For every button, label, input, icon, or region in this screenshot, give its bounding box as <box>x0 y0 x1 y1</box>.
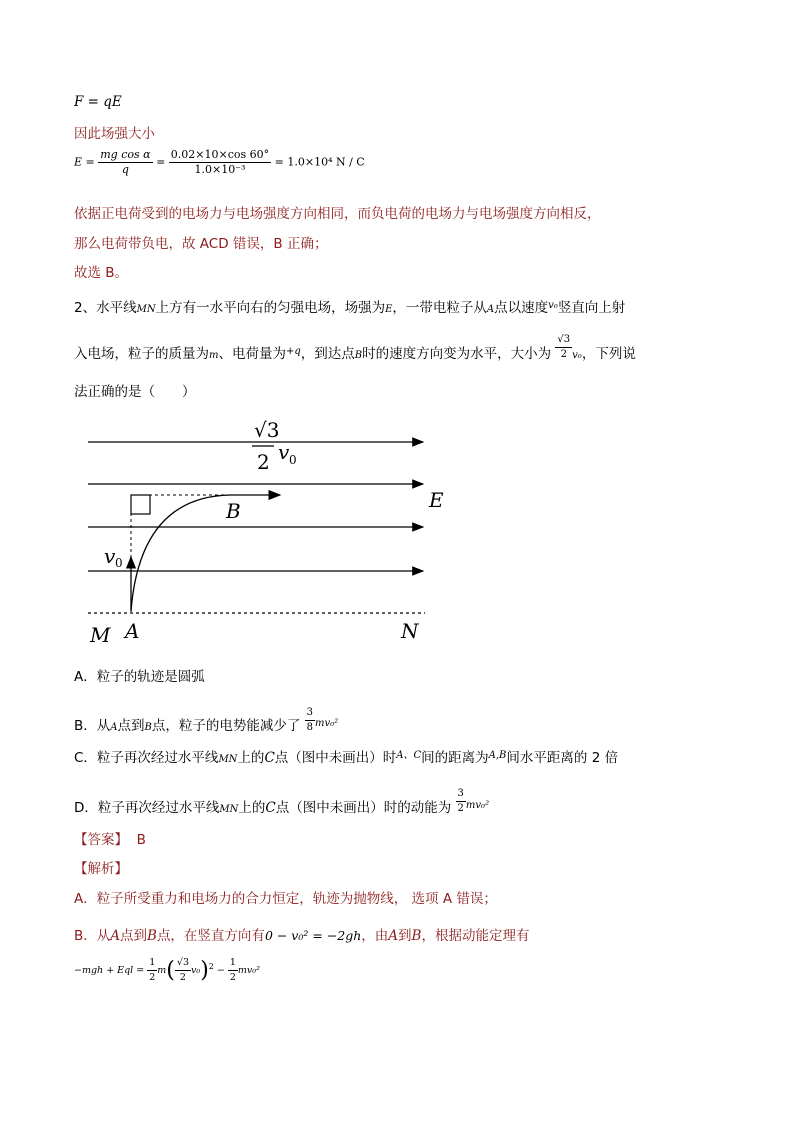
label-field-e: E <box>429 488 444 512</box>
label-m: M <box>90 623 111 647</box>
analysis-label: 【解析】 <box>74 861 128 877</box>
speed-label-num: √3 <box>254 418 280 442</box>
fraction-sqrt3-over-2-eq: $\frac{√3}{2}$ <box>176 957 189 983</box>
fraction-half-1: $\frac{1}{2}$ <box>149 957 156 983</box>
answer-line <box>74 828 146 848</box>
analysis-b: B．从A点到B点，在竖直方向有0 − v₀² = −2gh，由A到B，根据动能定理有 <box>74 928 530 944</box>
label-n: N <box>401 619 419 643</box>
label-point-a: A <box>125 619 140 643</box>
option-a: A．粒子的轨迹是圆弧 <box>74 669 205 685</box>
label-v0-sub: 0 <box>115 556 123 570</box>
energy-equation: −mgh + Eql = $\frac{1}{2}$ m( $\frac{√3}{2}$ v₀)$^2$ − $\frac{1}{2}$ mv₀² <box>74 957 260 983</box>
option-d: D．粒子再次经过水平线MN上的C点（图中未画出）时的动能为 $\frac{3}{2}$ $^{mv_0^2}$ <box>74 787 490 816</box>
label-v0: v <box>104 544 116 568</box>
option-b: B．从A点到B点，粒子的电势能减少了 $\frac{3}{8}$ $^{mv_0^2}$ <box>74 706 339 734</box>
answer-value: B <box>136 832 146 848</box>
fraction-sqrt3-over-2: $\frac{√3}{2}$ <box>557 333 571 360</box>
speed-label-v: v <box>278 440 290 464</box>
sentence-field-magnitude: 因此场强大小 <box>74 126 155 142</box>
field-diagram <box>80 415 444 655</box>
fraction-3-8: $\frac{3}{8}$ <box>306 706 314 733</box>
option-c: C．粒子再次经过水平线MN上的C点（图中未画出）时$^{A、C}$间的距离为$^{A,B}$间水平距离的 2 倍 <box>74 750 619 766</box>
fraction-mg-over-q: $\frac{\text{mg cos α}}{q}$ <box>100 148 151 176</box>
formula-f: F = qE <box>74 94 122 110</box>
fraction-numeric: $\frac{0.02\times 10\times\cos 60^\circ}{\text{1.0×10⁻³}}$ <box>170 148 270 176</box>
right-angle-mark <box>131 495 150 514</box>
question-line-2: 入电场，粒子的质量为m、电荷量为$^{+q}$，到达点B时的速度方向变为水平，大小为 $\frac{√3}{2}$ v₀，下列说 <box>74 333 636 362</box>
speed-label <box>252 418 297 474</box>
fraction-3-2: $\frac{3}{2}$ <box>457 787 464 814</box>
field-lines <box>88 442 423 571</box>
analysis-a: A．粒子所受重力和电场力的合力恒定，轨迹为抛物线， 选项 A 错误； <box>74 891 497 907</box>
speed-label-den: 2 <box>257 450 270 474</box>
answer-label: 【答案】 <box>74 832 128 848</box>
explain-line-1: 依据正电荷受到的电场力与电场强度方向相同，而负电荷的电场力与电场强度方向相反， <box>74 206 601 222</box>
question-line-3: 法正确的是（ ） <box>74 384 196 400</box>
label-point-b: B <box>226 499 241 523</box>
explain-line-3: 故选 B。 <box>74 265 129 281</box>
speed-label-sub: 0 <box>289 453 297 467</box>
question-line-1: 2、水平线MN上方有一水平向右的匀强电场，场强为E，一带电粒子从A点以速度$^{v_0}$竖直向上射 <box>74 300 626 316</box>
explain-line-2: 那么电荷带负电，故 ACD 错误，B 正确； <box>74 236 328 252</box>
fraction-half-2: $\frac{1}{2}$ <box>229 957 236 983</box>
formula-e: E = $\frac{\text{mg cos α}}{q}$ = $\frac{0.02\times 10\times\cos 60^\circ}{\text{1.0×10⁻³}}$ = 1.0×10⁴ N / C <box>74 148 365 176</box>
trajectory-curve <box>131 495 230 611</box>
